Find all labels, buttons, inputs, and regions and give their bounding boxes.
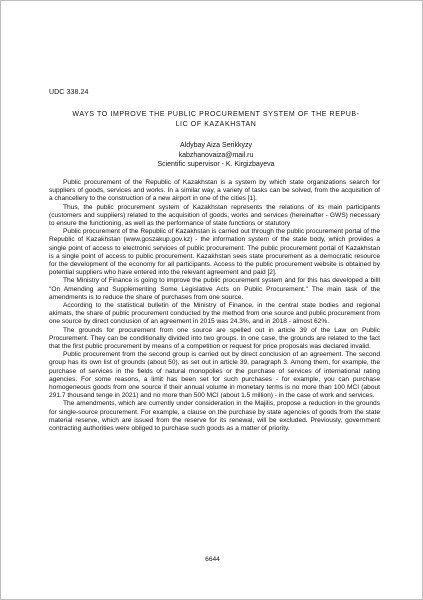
title-line: WAYS TO IMPROVE THE PUBLIC PROCUREMENT SYSTEM OF THE REPUB- bbox=[72, 111, 360, 118]
author-name: Aldybay Aiza Serikkyzy bbox=[180, 142, 252, 149]
author-block bbox=[51, 141, 381, 170]
body-paragraph: The Ministry of Finance is going to improve the public procurement system and for this has developed a billl "On Amending and Supplementing Some Legislative Acts on Public Procurement." The main task of the amendments is to reduce the share of purchases from one source. bbox=[49, 277, 380, 301]
article-body bbox=[49, 179, 380, 433]
scientific-supervisor: Scientific supervisor - K. Kirgizbayeva bbox=[157, 161, 275, 168]
body-paragraph: Public procurement from the second group is carried out by direct conclusion of an agreement. The second group has its own list of grounds (about 50), as set out in article 39, paragraph 3. Among them, for example, the purchase of services in the fields of natural monopolies or the purchase of services of international rating agencies. For some reasons, a limit has been set for such purchases - for example, you can purchase homogeneous goods from one source if their annual volume in monetary terms is no more than 100 MCI (about 291.7 thousand tenge in 2021) and no more than 500 MCI (about 1.5 million) - in the case of work and services. bbox=[49, 351, 380, 400]
body-paragraph: The amendments, which are currently under consideration in the Majilis, propose a reduction in the grounds for single-source procurement. For example, a clause on the purchase by state agencies of goods from the state material reserve, which are issued from the reserve for its renewal, will be excluded. Previously, government contracting authorities were obliged to purchase such goods as a matter of priority. bbox=[49, 400, 380, 433]
udc-code: UDC 338.24 bbox=[49, 89, 89, 96]
body-paragraph: Public procurement of the Republic of Kazakhstan is carried out through the public procurement portal of the Republic of Kazakhstan (www.goszakup.gov.kz) - the information system of the state body, which provides a single point of access to electronic services of public procurement. The public procurement portal of Kazakhstan is a single point of access to public procurement. Kazakhstan sees state procurement as a democratic resource for the development of the economy for all participants. Access to the public procurement website is obtained by potential suppliers who have entered into the relevant agreement and paid [2]. bbox=[49, 228, 380, 277]
body-paragraph: The grounds for procurement from one source are spelled out in article 39 of the Law on Public Procurement. They can be conditionally divided into two groups. In one case, the grounds are related to the fact that the first public procurement by means of a competition or request for price proposals was declared invalid. bbox=[49, 326, 380, 351]
article-title bbox=[51, 110, 381, 130]
author-email: kabzhanovaiza@mail.ru bbox=[178, 151, 254, 159]
body-paragraph: According to the statistical bulletin of the Ministry of Finance, in the central state bodies and regional akimats, the share of public procurement conducted by the method from one source and public procurement from one source by direct conclusion of an agreement in 2015 was 24.3%, and in 2018 - almost 62%. bbox=[49, 302, 380, 326]
title-line: LIC OF KAZAKHSTAN bbox=[175, 121, 257, 128]
body-paragraph: Thus, the public procurement system of Kazakhstan represents the relations of its main participants (customers and suppliers) related to the acquisition of goods, works and services (hereinafter - GWS) necessary to ensure the functioning, as well as the performance of state functions or statutory bbox=[49, 203, 380, 228]
body-paragraph: Public procurement of the Republic of Kazakhstan is a system by which state organizations search for suppliers of goods, services and works. In a similar way, a variety of tasks can be solved, from the acquisition of a chancellery to the construction of a new airport in one of the cities [1]. bbox=[49, 179, 380, 203]
page-number: 6644 bbox=[205, 556, 220, 563]
